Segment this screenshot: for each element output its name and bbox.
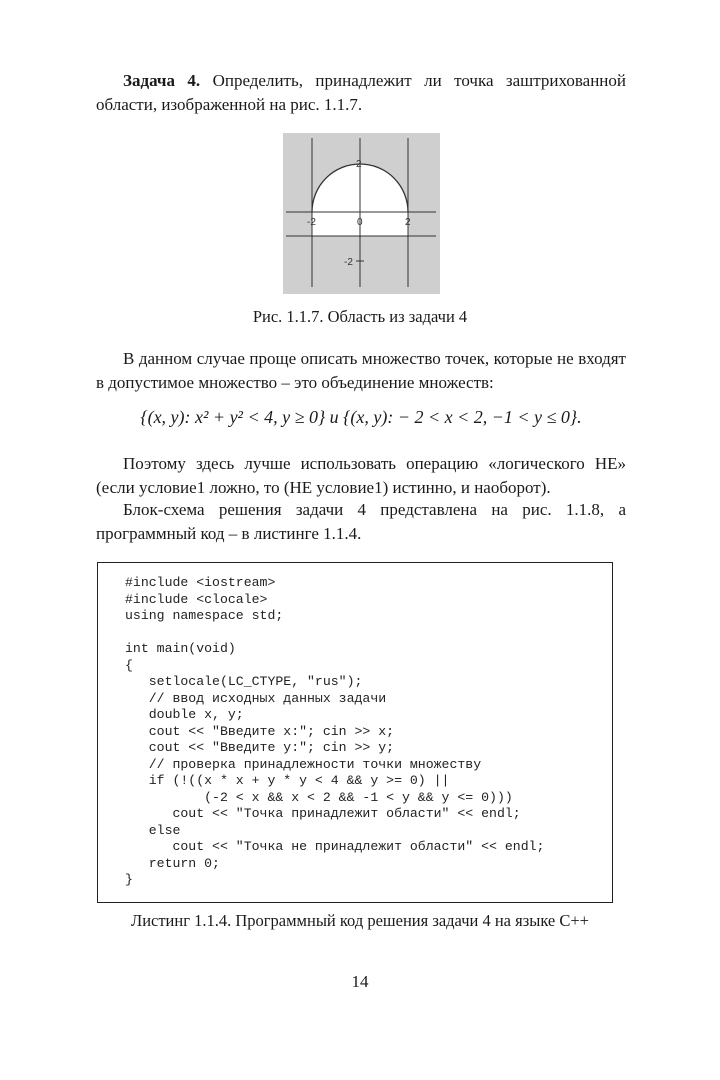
page-number: 14	[351, 972, 369, 991]
tick-y-neg2: -2	[344, 257, 353, 268]
set-formula: {(x, y): x² + y² < 4, y ≥ 0} и {(x, y): − 2 < x < 2, −1 < y ≤ 0}.	[140, 407, 582, 427]
paragraph-1-text: В данном случае проще описать множество точек, которые не входят в допустимое множество – это объединение множеств:	[96, 349, 626, 392]
paragraph-2-text: Поэтому здесь лучше использовать операцию «логического НЕ» (если условие1 ложно, то (НЕ условие1) истинно, и наоборот).	[96, 454, 626, 497]
paragraph-3-text: Блок-схема решения задачи 4 представлена на рис. 1.1.8, а программный код – в листинге 1.1.4.	[96, 500, 626, 543]
tick-x-neg2: -2	[307, 217, 316, 228]
code-listing	[97, 562, 613, 903]
figure-caption: Рис. 1.1.7. Область из задачи 4	[252, 307, 468, 326]
paragraph-1	[96, 347, 626, 394]
paragraph-3	[96, 498, 626, 545]
tick-x-pos2: 2	[405, 217, 411, 228]
code-text: #include <iostream> #include <clocale> using namespace std; int main(void) { setlocale(LC_CTYPE, "rus"); // ввод исходных данных задачи double x, y; cout << "Введите x:"; cin >> x; cout << "Введите y:"; cin >> y; // проверка принадлежности точки множеству if (!((x * x + y * y < 4 && y >= 0) || (-2 < x && x < 2 && -1 < y && y <= 0))) cout << "Точка принадлежит области" << endl; else cout << "Точка не принадлежит области" << endl; return 0; }	[125, 575, 545, 887]
region-figure	[283, 133, 440, 294]
tick-y-pos2: 2	[356, 159, 362, 170]
listing-caption: Листинг 1.1.4. Программный код решения задачи 4 на языке С++	[131, 911, 589, 930]
task-text: Определить, принадлежит ли точка заштрихованной области, изображенной на рис. 1.1.7.	[96, 71, 626, 114]
paragraph-2	[96, 452, 626, 499]
task-label: Задача 4.	[123, 71, 201, 90]
tick-zero: 0	[357, 217, 363, 228]
task-statement	[96, 69, 626, 116]
